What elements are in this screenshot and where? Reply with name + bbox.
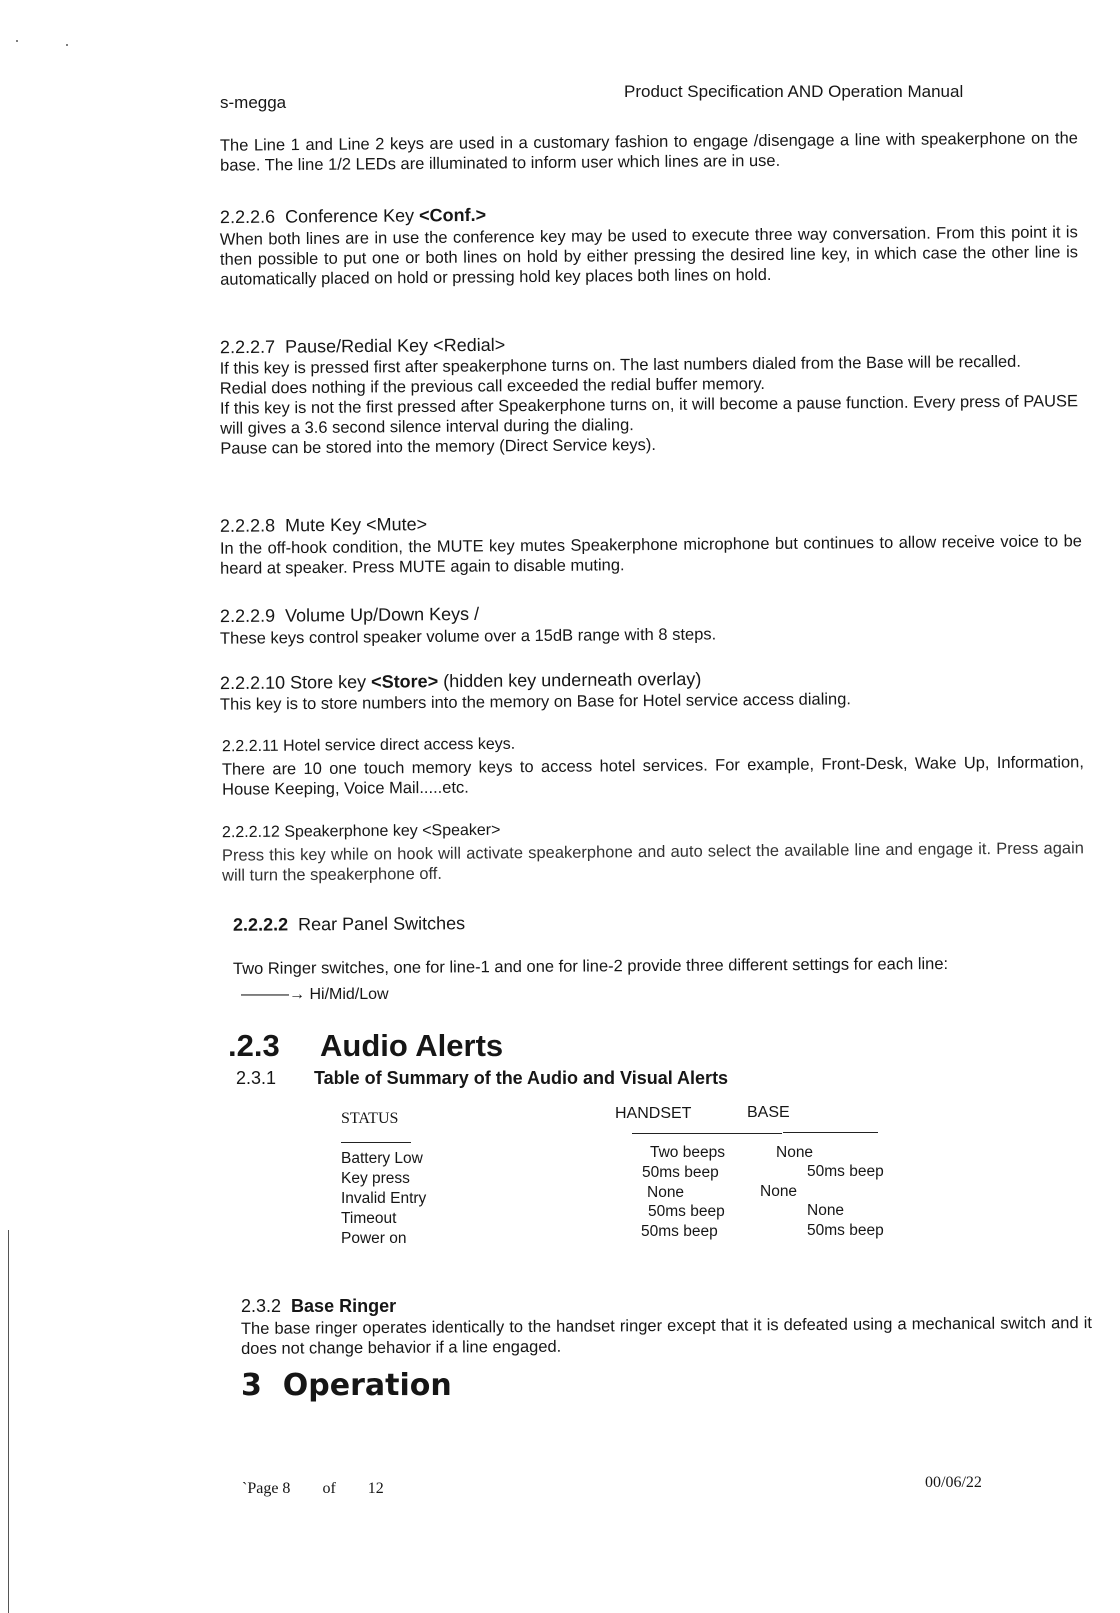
heading-title: Rear Panel Switches <box>297 913 466 935</box>
heading-title: Speakerphone key <Speaker> <box>284 821 501 841</box>
column-header-status: STATUS <box>341 1110 399 1127</box>
intro-text: The Line 1 and Line 2 keys are used in a customary fashion to engage /disengage a line with speakerphone on the base. The line 1/2 LEDs are illuminated to inform user which lines are in use. <box>219 129 1078 175</box>
heading-2227 <box>220 335 505 358</box>
footer-page-number <box>242 1480 384 1498</box>
header-left: s-megga <box>220 93 287 112</box>
table-cell-base: None <box>807 1202 845 1219</box>
heading-title: Mute Key <Mute> <box>284 514 428 536</box>
paragraph-2228 <box>220 531 1082 579</box>
table-cell-status: Key press <box>341 1170 410 1187</box>
paragraph-line: Redial does nothing if the previous call exceeded the redial buffer memory. <box>219 374 766 398</box>
paragraph-line: If this key is not the first pressed after Speakerphone turns on, it will become a pause function. Every press of PAUSE will gives a 3.6 second silence interval during the dialing. <box>219 392 1079 438</box>
scan-speck <box>66 44 68 46</box>
paragraph-text: Two Ringer switches, one for line-1 and one for line-2 provide three different settings for each line: <box>232 954 949 978</box>
paragraph-2227 <box>220 351 1079 458</box>
heading-title: Operation <box>282 1368 452 1403</box>
header-right: Product Specification AND Operation Manual <box>624 82 964 101</box>
scan-edge-line <box>8 1230 9 1613</box>
heading-number: 3 <box>241 1368 262 1403</box>
heading-number: 2.2.2.2 <box>232 914 289 935</box>
heading-22211 <box>222 736 515 757</box>
heading-note: (hidden key underneath overlay) <box>438 668 702 692</box>
column-header-handset: HANDSET <box>615 1105 692 1122</box>
heading-number: 2.2.2.7 <box>219 336 276 358</box>
heading-23 <box>228 1028 503 1064</box>
heading-number: 2.2.2.6 <box>219 206 276 228</box>
heading-number: 2.2.2.10 <box>219 672 286 694</box>
heading-2222 <box>233 913 465 936</box>
heading-number: 2.2.2.11 <box>221 737 279 756</box>
paragraph-text: When both lines are in use the conference key may be used to execute three way conversation. From this point it is then possible to put one or both lines on hold by either pressing the desired line key, in which case the other line is automatically placed on hold or pressing hold key places both lines on hold. <box>219 223 1079 289</box>
heading-2226 <box>220 205 486 228</box>
intro-paragraph <box>220 128 1078 175</box>
paragraph-232 <box>241 1313 1092 1359</box>
heading-number: 2.2.2.9 <box>219 605 276 627</box>
table-cell-status: Invalid Entry <box>341 1190 427 1207</box>
table-cell-handset: Two beeps <box>650 1144 725 1161</box>
arrow-setting <box>241 986 389 1004</box>
key-label-store: <Store> <box>371 671 439 692</box>
heading-2229 <box>220 604 479 627</box>
heading-number: 2.2.2.8 <box>219 515 276 536</box>
page-total: 12 <box>367 1480 384 1497</box>
paragraph-text: In the off-hook condition, the MUTE key mutes Speakerphone microphone but continues to allow receive voice to be heard at speaker. Press MUTE again to disable muting. <box>219 532 1082 578</box>
paragraph-line: Pause can be stored into the memory (Direct Service keys). <box>220 435 657 458</box>
heading-title: Table of Summary of the Audio and Visual Alerts <box>314 1068 729 1088</box>
heading-number: 2.3.2 <box>241 1296 282 1316</box>
arrow-icon: ———→ <box>241 986 305 1003</box>
table-cell-base: 50ms beep <box>807 1222 884 1239</box>
arrow-text: Hi/Mid/Low <box>309 986 389 1003</box>
heading-title: Conference Key <box>284 205 420 227</box>
heading-title: Pause/Redial Key <box>284 335 434 357</box>
column-header-base: BASE <box>747 1104 790 1121</box>
paragraph-text: Press this key while on hook will activate speakerphone and auto select the available line and engage it. Press again will turn the speakerphone off. <box>221 839 1084 885</box>
base-underline <box>783 1132 878 1133</box>
heading-title: Store key <box>289 671 372 693</box>
heading-231 <box>236 1068 728 1089</box>
heading-2228 <box>220 514 427 537</box>
key-label-redial: <Redial> <box>433 334 506 356</box>
paragraph-text: The base ringer operates identically to the handset ringer except that it is defeated using a mechanical switch and it does not change behavior if a line engaged. <box>240 1314 1092 1358</box>
heading-232 <box>241 1296 396 1317</box>
paragraph-text: This key is to store numbers into the memory on Base for Hotel service access dialing. <box>219 690 852 714</box>
table-cell-handset: None <box>647 1184 685 1201</box>
table-cell-base: None <box>776 1144 814 1161</box>
heading-number: 2.2.2.12 <box>221 823 280 842</box>
heading-title: Audio Alerts <box>320 1028 504 1063</box>
paragraph-22211 <box>222 752 1084 800</box>
footer-date: 00/06/22 <box>925 1474 982 1491</box>
paragraph-text: These keys control speaker volume over a 15dB range with 8 steps. <box>219 625 717 648</box>
handset-underline <box>632 1133 782 1134</box>
paragraph-22212 <box>222 838 1084 886</box>
page-of: of <box>322 1480 336 1497</box>
table-cell-base: None <box>760 1183 798 1200</box>
heading-number: .2.3 <box>228 1028 280 1063</box>
heading-title: Hotel service direct access keys. <box>283 735 516 755</box>
table-cell-status: Power on <box>341 1230 407 1247</box>
table-cell-status: Timeout <box>341 1210 397 1227</box>
table-cell-base: 50ms beep <box>807 1163 884 1180</box>
table-cell-handset: 50ms beep <box>648 1203 725 1220</box>
heading-title: Base Ringer <box>291 1296 397 1316</box>
paragraph-text: There are 10 one touch memory keys to access hotel services. For example, Front-Desk, Wake Up, Information, House Keeping, Voice Mail.....etc. <box>221 753 1084 799</box>
heading-number: 2.3.1 <box>236 1068 277 1088</box>
table-cell-handset: 50ms beep <box>642 1164 719 1181</box>
page-label: `Page 8 <box>242 1480 291 1497</box>
paragraph-line: If this key is pressed first after speakerphone turns on. The last numbers dialed from the Base will be recalled. <box>219 352 1021 378</box>
table-cell-status: Battery Low <box>341 1150 423 1167</box>
status-underline <box>341 1142 411 1143</box>
table-cell-handset: 50ms beep <box>641 1223 718 1240</box>
paragraph-2226 <box>220 222 1078 289</box>
heading-title: Volume Up/Down Keys / <box>284 603 480 626</box>
paragraph-2222 <box>233 953 1083 979</box>
heading-22212 <box>222 822 501 842</box>
heading-3 <box>241 1368 452 1403</box>
key-label-conf: <Conf.> <box>419 204 487 226</box>
scan-speck <box>16 40 18 42</box>
